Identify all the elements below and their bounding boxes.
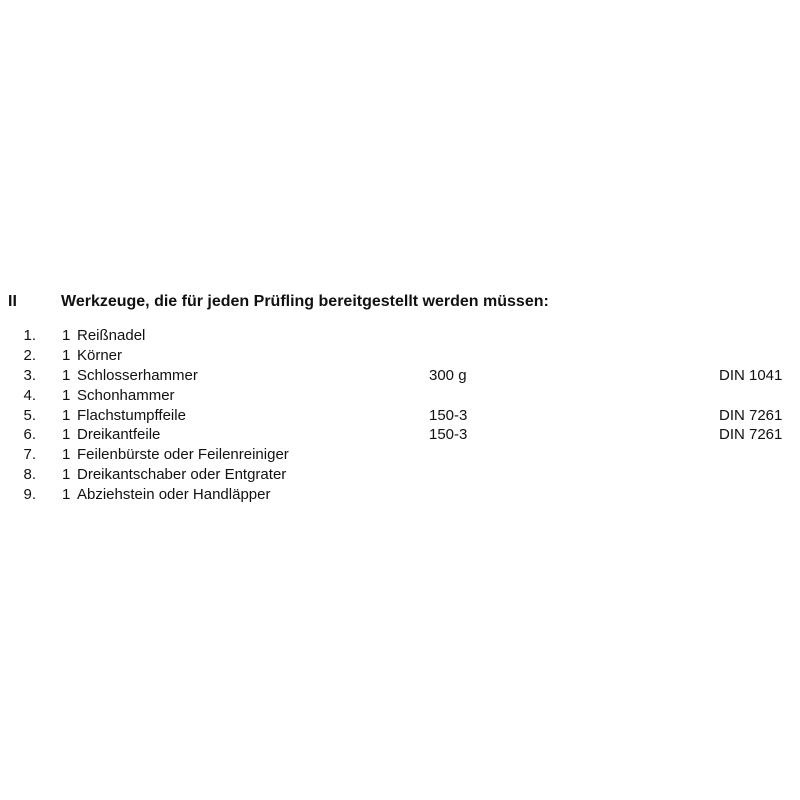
item-spec: 150-3 bbox=[429, 406, 468, 424]
item-name: Flachstumpffeile bbox=[77, 406, 186, 424]
section-number: II bbox=[8, 293, 17, 310]
item-name: Reißnadel bbox=[77, 327, 146, 344]
item-index: 9. bbox=[23, 486, 36, 504]
item-name: Schlosserhammer bbox=[77, 366, 198, 384]
item-name: Dreikantfeile bbox=[77, 426, 161, 444]
item-quantity: 1 bbox=[62, 406, 71, 424]
item-spec: 300 g bbox=[429, 366, 467, 384]
list-item bbox=[0, 485, 800, 505]
list-item bbox=[0, 366, 800, 386]
tool-list bbox=[0, 326, 800, 505]
item-name: Feilenbürste oder Feilenreiniger bbox=[77, 446, 289, 464]
item-index: 7. bbox=[23, 446, 36, 464]
item-index: 2. bbox=[23, 346, 36, 364]
list-item bbox=[0, 465, 800, 485]
list-item bbox=[0, 346, 800, 366]
item-quantity: 1 bbox=[62, 466, 71, 484]
item-spec: 150-3 bbox=[429, 426, 468, 444]
item-quantity: 1 bbox=[62, 346, 71, 364]
item-index: 5. bbox=[23, 406, 36, 424]
section-heading bbox=[0, 293, 800, 317]
item-norm: DIN 1041 bbox=[719, 366, 783, 384]
item-name: Dreikantschaber oder Entgrater bbox=[77, 466, 287, 484]
item-quantity: 1 bbox=[62, 366, 71, 384]
item-quantity: 1 bbox=[62, 327, 71, 344]
item-quantity: 1 bbox=[62, 446, 71, 464]
item-index: 8. bbox=[23, 466, 36, 484]
item-index: 3. bbox=[23, 366, 36, 384]
list-item bbox=[0, 425, 800, 445]
list-item bbox=[0, 386, 800, 406]
item-quantity: 1 bbox=[62, 386, 71, 404]
item-norm: DIN 7261 bbox=[719, 406, 783, 424]
item-quantity: 1 bbox=[62, 426, 71, 444]
section-title: Werkzeuge, die für jeden Prüfling bereitgestellt werden müssen: bbox=[61, 293, 549, 310]
list-item bbox=[0, 445, 800, 465]
list-item bbox=[0, 406, 800, 426]
item-norm: DIN 7261 bbox=[719, 426, 783, 444]
item-name: Körner bbox=[77, 346, 123, 364]
item-name: Schonhammer bbox=[77, 386, 175, 404]
item-quantity: 1 bbox=[62, 486, 71, 504]
list-item bbox=[0, 326, 800, 346]
item-name: Abziehstein oder Handläpper bbox=[77, 486, 271, 504]
item-index: 1. bbox=[23, 327, 36, 344]
tools-section bbox=[0, 293, 800, 504]
item-index: 6. bbox=[23, 426, 36, 444]
item-index: 4. bbox=[23, 386, 36, 404]
